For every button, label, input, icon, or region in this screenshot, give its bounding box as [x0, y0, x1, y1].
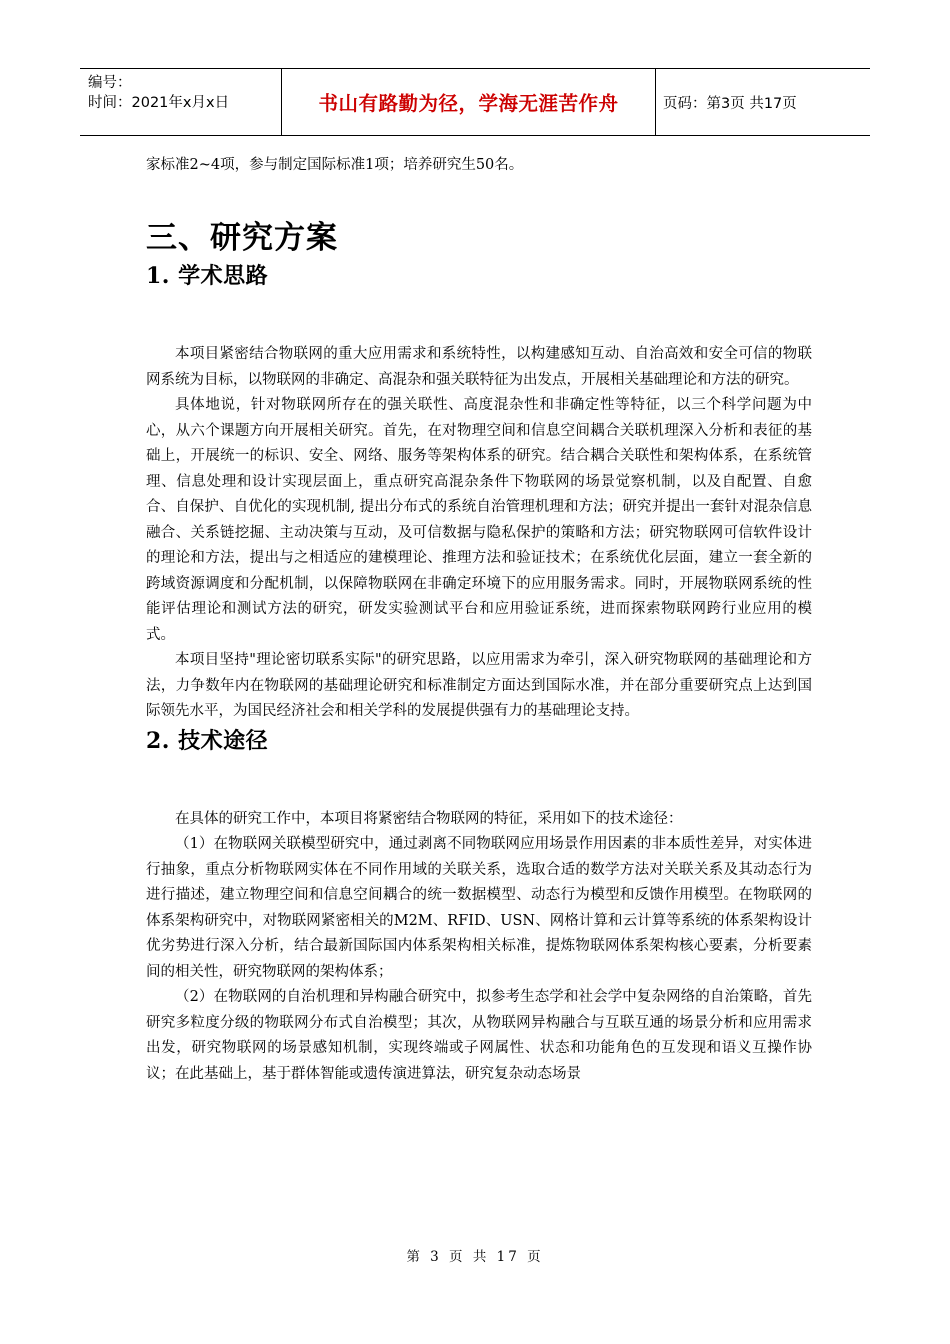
paragraph: （1）在物联网关联模型研究中，通过剥离不同物联网应用场景作用因素的非本质性差异，对实体进行抽象，重点分析物联网实体在不同作用域的关联关系，选取合适的数学方法对关联关系及其动态行为进行描述，建立物理空间和信息空间耦合的统一数据模型、动态行为模型和反馈作用模型。在物联网的体系架构研究中，对物联网紧密相关的M2M、RFID、USN、网格计算和云计算等系统的体系架构设计优劣势进行深入分析，结合最新国际国内体系架构相关标准，提炼物联网体系架构核心要素，分析要素间的相关性，研究物联网的架构体系；	[146, 836, 812, 980]
paragraph: （2）在物联网的自治机理和异构融合研究中，拟参考生态学和社会学中复杂网络的自治策略，首先研究多粒度分级的物联网分布式自治模型；其次，从物联网异构融合与互联互通的场景分析和应用需求出发，研究物联网的场景感知机制，实现终端或子网属性、状态和功能角色的互发现和语义互操作协议；在此基础上，基于群体智能或遗传演进算法，研究复杂动态场景	[146, 989, 812, 1082]
paragraph: 本项目坚持"理论密切联系实际"的研究思路，以应用需求为牵引，深入研究物联网的基础理论和方法，力争数年内在物联网的基础理论研究和标准制定方面达到国际水准，并在部分重要研究点上达到国际领先水平，为国民经济社会和相关学科的发展提供强有力的基础理论支持。	[146, 652, 812, 719]
paragraph: 在具体的研究工作中，本项目将紧密结合物联网的特征，采用如下的技术途径：	[175, 810, 683, 827]
page-footer: 第 3 页 共 17 页	[406, 1249, 544, 1265]
document-body	[146, 152, 812, 1087]
page-header	[80, 68, 870, 136]
continued-text-line: 家标准2~4项，参与制定国际标准1项；培养研究生50名。	[146, 157, 524, 173]
subsection-heading-technical-route: 2. 技术途径	[146, 727, 269, 754]
technical-route-text	[146, 807, 812, 1088]
academic-approach-text	[146, 342, 812, 725]
document-date-label: 时间：2021年x月x日	[88, 95, 230, 111]
paragraph: 本项目紧密结合物联网的重大应用需求和系统特性，以构建感知互动、自治高效和安全可信的物联网系统为目标，以物联网的非确定、高混杂和强关联特征为出发点，开展相关基础理论和方法的研究。	[146, 346, 812, 388]
header-motto: 书山有路勤为径，学海无涯苦作舟	[282, 69, 656, 135]
section-heading-research-plan: 三、研究方案	[146, 220, 338, 256]
subsection-heading-academic-approach: 1. 学术思路	[146, 263, 269, 289]
paragraph: 具体地说，针对物联网所存在的强关联性、高度混杂性和非确定性等特征，以三个科学问题为中心，从六个课题方向开展相关研究。首先，在对物理空间和信息空间耦合关联机理深入分析和表征的基础上，开展统一的标识、安全、网络、服务等架构体系的研究。结合耦合关联性和架构体系，在系统管理、信息处理和设计实现层面上，重点研究高混杂条件下物联网的场景觉察机制，以及自配置、自愈合、自保护、自优化的实现机制, 提出分布式的系统自治管理机理和方法；研究并提出一套针对混杂信息融合、关系链挖掘、主动决策与互动，及可信数据与隐私保护的策略和方法；研究物联网可信软件设计的理论和方法，提出与之相适应的建模理论、推理方法和验证技术；在系统优化层面，建立一套全新的跨域资源调度和分配机制，以保障物联网在非确定环境下的应用服务需求。同时，开展物联网系统的性能评估理论和测试方法的研究，研发实验测试平台和应用验证系统，进而探索物联网跨行业应用的模式。	[146, 397, 812, 643]
document-number-label: 编号：	[88, 75, 132, 91]
header-page-number: 页码：第3页 共17页	[663, 95, 797, 112]
header-meta	[80, 69, 282, 135]
